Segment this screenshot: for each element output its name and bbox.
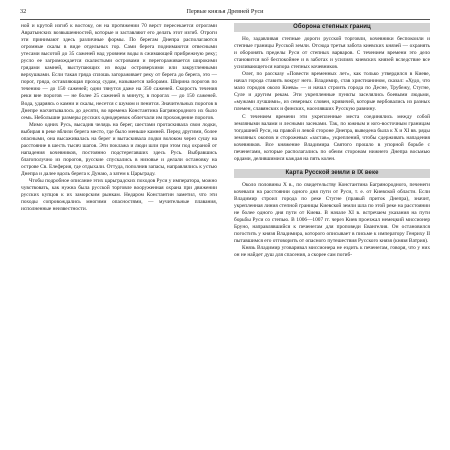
body-paragraph: Мимо одних Русь, высадив челядь на берег, шестами протаскивала свои лодки, выбирая в реке вблизи берега место, где было меньше камней. Перед другими, более опасными, она высаживалась на берег и вытаскивала лодки волоком через сушу на расстояние в шесть тысяч шагов. Эти поклажа и люди шли при этом под охраной от нападения кочевников, постоянно подстерегавших здесь Русь. Выбравшись благополучно из порогов, русские спускались в низовье и делали остановку на острове Св. Елеферия, где отдыхали. Оттуда, пополнив запасы, направлялись к устью Днепра и далее вдоль берега к Дунаю, а затем к Царьграду. [21,121,217,177]
body-paragraph: Около половины X в., по свидетельству Константина Багрянородного, печенеги кочевали на расстоянии одного дня пути от Руси, т. е. от Киевской области. Если Владимир строил города по реке Стугне (правый приток Днепра), значит, укрепленная линия степной границы Киевской земли шла по этой реке на расстоянии не более одного дня пути от Киева. В начале XI в. встречаем указания на пути борьбы Руси со степью. В 1006—1007 гг. через Киев проезжал немецкий миссионер Бруно, направлявшийся к печенегам для проповеди Евангелия. Он остановился погостить у князя Владимира, которого описывает в письме к императору Генриху II пытавшимся его отговорить от опасного путешествия Русского князя (князя Ватрия). [234,181,430,245]
body-paragraph: С течением времени эти укрепленные места соединялись между собой земляными валами и лесными засеками. Так, по южным и юго-восточным границам тогдашней Руси, на правой и левой стороне Днепра, выведена была к X и XI вв. ряды земляных окопов и сторожевых «застав», укреплений, чтобы сдерживать нападения кочевников. Все княжение Владимира Святого прошло в упорной борьбе с печенегами, которые располагались по обеим сторонам нижнего Днепра восьмью ордами, делившимися каждая на пять колен. [234,113,430,162]
body-paragraph: Но, задавливая степные дороги русской торговли, кочевники беспокоили и степные границы Русской земли. Отсюда третья забота киевских князей — охранять и оборонять пределы Руси от степных варваров. С течением времени это дело становится всё беспокойнее и в заботах и усилиях киевских князей вследствие все усиливающегося напора степных кочевников. [234,36,430,71]
body-paragraph: Князь Владимир уговаривал миссионера не ездить к печенегам, говоря, что у них он не найдет душ для спасения, а скорее сам погиб- [234,245,430,259]
body-paragraph: ной и крутой изгиб к востоку, он на протяжении 70 верст пересекается отрогами Авратынских возвышенностей, которые и заставляют его делать этот изгиб. Отроги эти принимают здесь различные формы. По берегам Днепра располагаются огромные скалы в виде отдельных гор. Сами берега поднимаются отвесными утесами высотой до 35 саженей над уровнем воды в сжимающей прибрежную реку; русло ее загромождается скалистыми островами и перегораживается широкими грядами камней, выступающих из воды островерхими или закругленными верхушками. Если такая гряда сплошь загораживает реку от берега до берега, это — порог, гряда, оставляющая проход судам, называется заборами. Ширина порогов по течению — до 150 саженей; одни тянутся даже на 350 саженей. Скорость течения реки вне порогов — не более 25 саженей в минуту, в порогах — до 150 саженей. Вода, ударяясь о камни и скалы, несется с шумом и пенится. Значительных порогов в Днепре насчитывалось до десяти, во времена Константина Багрянородного их было семь. Небольшие размеры русских однодеревок облегчали им прохождение порогов. [21,23,217,121]
body-paragraph: Чтобы подробное описание этих царьградских походов Руси у императора, можно чувствовать, как нужна была русской торговле вооруженная охрана при движении русских купцов к их заморским рынкам. Недаром Константин заметил, что эти походы сопровождались многими опасностями, — мучительные плавания, исполненные неизвестности. [21,178,217,213]
section-heading-map: Карта Русской земли в IX веке [234,169,430,178]
body-paragraph: Олег, по рассказу «Повести временных лет», как только утвердился в Киеве, начал города ставить вокруг него. Владимир, став христианином, сказал: «Худо, что мало городов около Киева» — и начал строить города по Десне, Трубежу, Стугне, Суле и другим рекам. Эти укрепленные пункты заселялись боевыми людьми, «мужами лучшими», из северных словен, кривичей, которые вербовались из разных племен, славянских и финских, населявших Русскую равнину. [234,71,430,113]
running-head-title: Первые князья Древней Руси [186,8,264,15]
section-heading-steppe-defense: Оборона степных границ [234,23,430,32]
header-rule [20,19,430,20]
running-head [20,6,430,18]
right-column [234,23,430,446]
page-number: 32 [20,8,27,15]
left-column [21,23,217,446]
